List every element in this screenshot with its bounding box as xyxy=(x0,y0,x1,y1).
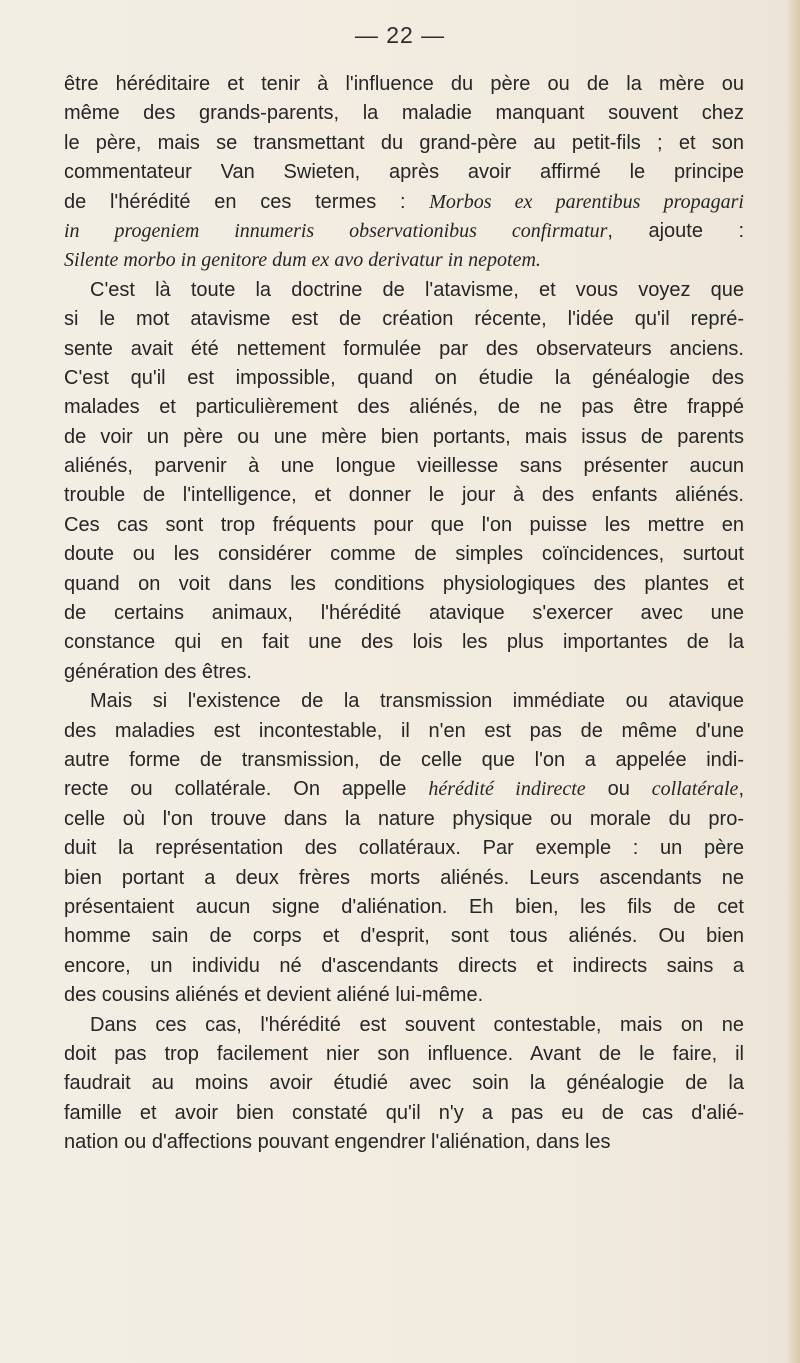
text-line: encore, un individu né d'ascendants directs et indirects sains a xyxy=(64,954,744,977)
latin-quote: Morbos ex parentibus propagari xyxy=(429,190,744,213)
paragraph-start: Mais si l'existence de la transmission immédiate ou atavique xyxy=(90,690,744,713)
text-line: même des grands-parents, la maladie manquant souvent chez xyxy=(64,102,744,125)
text-line xyxy=(64,246,744,275)
text-line: des maladies est incontestable, il n'en est pas de même d'une xyxy=(64,719,744,742)
italic-term: collatérale xyxy=(651,778,739,801)
latin-quote: in progeniem innumeris observationibus confirmatur xyxy=(64,219,608,242)
text-line: le père, mais se transmettant du grand-père au petit-fils ; et son xyxy=(64,131,744,154)
text-line: aliénés, parvenir à une longue vieillesse sans présenter aucun xyxy=(64,455,744,478)
text-line: Ces cas sont trop fréquents pour que l'on puisse les mettre en xyxy=(64,513,744,536)
text-line: de voir un père ou une mère bien portants, mais issus de parents xyxy=(64,425,744,448)
text-line: bien portant a deux frères morts aliénés. Leurs ascendants ne xyxy=(64,866,744,889)
text-line: celle où l'on trouve dans la nature physique ou morale du pro- xyxy=(64,807,744,830)
text-line: autre forme de transmission, de celle que l'on a appelée indi- xyxy=(64,748,744,771)
text-line: commentateur Van Swieten, après avoir affirmé le principe xyxy=(64,161,744,184)
text-line: des cousins aliénés et devient aliéné lui-même. xyxy=(64,984,484,1007)
text-line: si le mot atavisme est de création récente, l'idée qu'il repré- xyxy=(64,308,744,331)
text-line: recte ou collatérale. On appelle hérédité indirecte ou collatérale, xyxy=(64,778,744,801)
text-line: in progeniem innumeris observationibus confirmatur, ajoute : xyxy=(64,219,745,242)
text-line: sente avait été nettement formulée par des observateurs anciens. xyxy=(64,337,744,360)
text-line: constance qui en fait une des lois les plus importantes de la xyxy=(64,631,744,654)
text-line: homme sain de corps et d'esprit, sont tous aliénés. Ou bien xyxy=(64,925,744,948)
italic-term: hérédité indirecte xyxy=(428,778,586,801)
page-edge-shadow xyxy=(786,0,800,1363)
text-line: doute ou les considérer comme de simples coïncidences, surtout xyxy=(64,543,744,566)
text-line: malades et particulièrement des aliénés, de ne pas être frappé xyxy=(64,396,744,419)
latin-quote: Silente morbo in genitore dum ex avo derivatur in nepotem. xyxy=(64,249,541,272)
text-line: famille et avoir bien constaté qu'il n'y a pas eu de cas d'alié- xyxy=(64,1101,744,1124)
text-line: présentaient aucun signe d'aliénation. Eh bien, les fils de cet xyxy=(64,895,744,918)
text-line: trouble de l'intelligence, et donner le jour à des enfants aliénés. xyxy=(64,484,744,507)
text-line: nation ou d'affections pouvant engendrer l'aliénation, dans les xyxy=(64,1131,611,1154)
text-line: C'est qu'il est impossible, quand on étudie la généalogie des xyxy=(64,366,744,389)
text-line: génération des êtres. xyxy=(64,660,252,683)
text-line: duit la représentation des collatéraux. Par exemple : un père xyxy=(64,837,744,860)
text-line: faudrait au moins avoir étudié avec soin la généalogie de la xyxy=(64,1072,744,1095)
text-line: être héréditaire et tenir à l'influence du père ou de la mère ou xyxy=(64,73,744,95)
body-text xyxy=(64,70,744,1157)
paragraph-start: C'est là toute la doctrine de l'atavisme, et vous voyez que xyxy=(90,278,744,301)
text-line: de certains animaux, l'hérédité atavique s'exercer avec une xyxy=(64,602,744,625)
text-line: quand on voit dans les conditions physiologiques des plantes et xyxy=(64,572,744,595)
text-line: doit pas trop facilement nier son influence. Avant de le faire, il xyxy=(64,1042,744,1065)
paragraph-start: Dans ces cas, l'hérédité est souvent contestable, mais on ne xyxy=(90,1013,744,1036)
text-line: de l'hérédité en ces termes : Morbos ex parentibus propagari xyxy=(64,190,744,213)
page-number: — 22 — xyxy=(354,22,446,48)
